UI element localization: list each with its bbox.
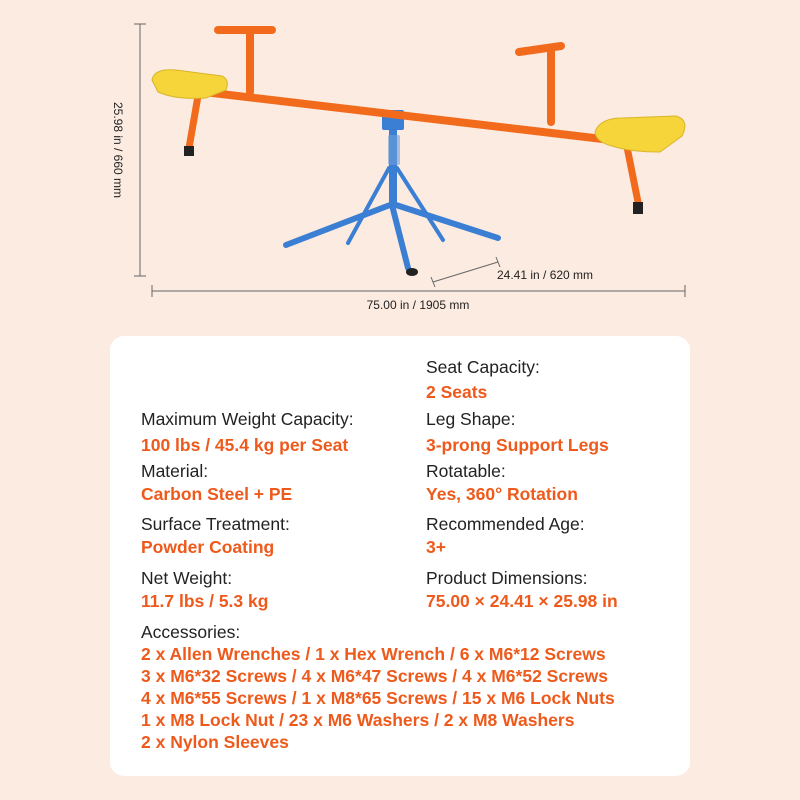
surface-treatment-label: Surface Treatment: xyxy=(141,514,290,534)
surface-treatment-value: Powder Coating xyxy=(141,537,275,557)
leg-shape-label: Leg Shape: xyxy=(426,409,516,429)
max-weight-label: Maximum Weight Capacity: xyxy=(141,409,354,429)
material-label: Material: xyxy=(141,461,209,481)
recommended-age-label: Recommended Age: xyxy=(426,514,585,534)
depth-dimension-label: 24.41 in / 620 mm xyxy=(497,268,594,282)
material-value: Carbon Steel + PE xyxy=(141,484,293,504)
product-dimensions-value: 75.00 × 24.41 × 25.98 in xyxy=(426,591,618,611)
height-dimension-line xyxy=(134,24,146,276)
seat-capacity-value: 2 Seats xyxy=(426,382,488,402)
recommended-age-value: 3+ xyxy=(426,537,446,557)
right-seat xyxy=(595,116,685,152)
seat-capacity-label: Seat Capacity: xyxy=(426,357,540,377)
left-leg xyxy=(189,96,198,148)
rotatable-value: Yes, 360° Rotation xyxy=(426,484,578,504)
accessories-line: 3 x M6*32 Screws / 4 x M6*47 Screws / 4 x M6*52 Screws xyxy=(141,666,608,686)
left-seat xyxy=(152,70,227,99)
pivot-label-blur xyxy=(388,135,400,165)
accessories-line: 2 x Allen Wrenches / 1 x Hex Wrench / 6 x M6*12 Screws xyxy=(141,644,606,664)
net-weight-value: 11.7 lbs / 5.3 kg xyxy=(141,591,269,611)
right-handle xyxy=(519,46,561,122)
leg-shape-value: 3-prong Support Legs xyxy=(426,435,609,455)
accessories-label: Accessories: xyxy=(141,622,241,642)
product-dimensions-label: Product Dimensions: xyxy=(426,568,588,588)
length-dimension-label: 75.00 in / 1905 mm xyxy=(366,298,470,312)
max-weight-value: 100 lbs / 45.4 kg per Seat xyxy=(141,435,349,455)
seesaw-beam xyxy=(170,88,628,142)
right-leg-cap xyxy=(633,202,643,214)
seesaw-diagram xyxy=(0,0,800,330)
accessories-line: 1 x M8 Lock Nut / 23 x M6 Washers / 2 x M8 Washers xyxy=(141,710,575,730)
accessories-line: 2 x Nylon Sleeves xyxy=(141,732,289,752)
product-illustration xyxy=(0,0,800,330)
height-dimension-label: 25.98 in / 660 mm xyxy=(111,101,125,199)
net-weight-label: Net Weight: xyxy=(141,568,233,588)
depth-dimension-line xyxy=(431,257,500,287)
length-dimension-line xyxy=(152,285,685,297)
accessories-line: 4 x M6*55 Screws / 1 x M8*65 Screws / 15 x M6 Lock Nuts xyxy=(141,688,615,708)
base-foot xyxy=(406,268,418,276)
rotatable-label: Rotatable: xyxy=(426,461,506,481)
left-leg-cap xyxy=(184,146,194,156)
